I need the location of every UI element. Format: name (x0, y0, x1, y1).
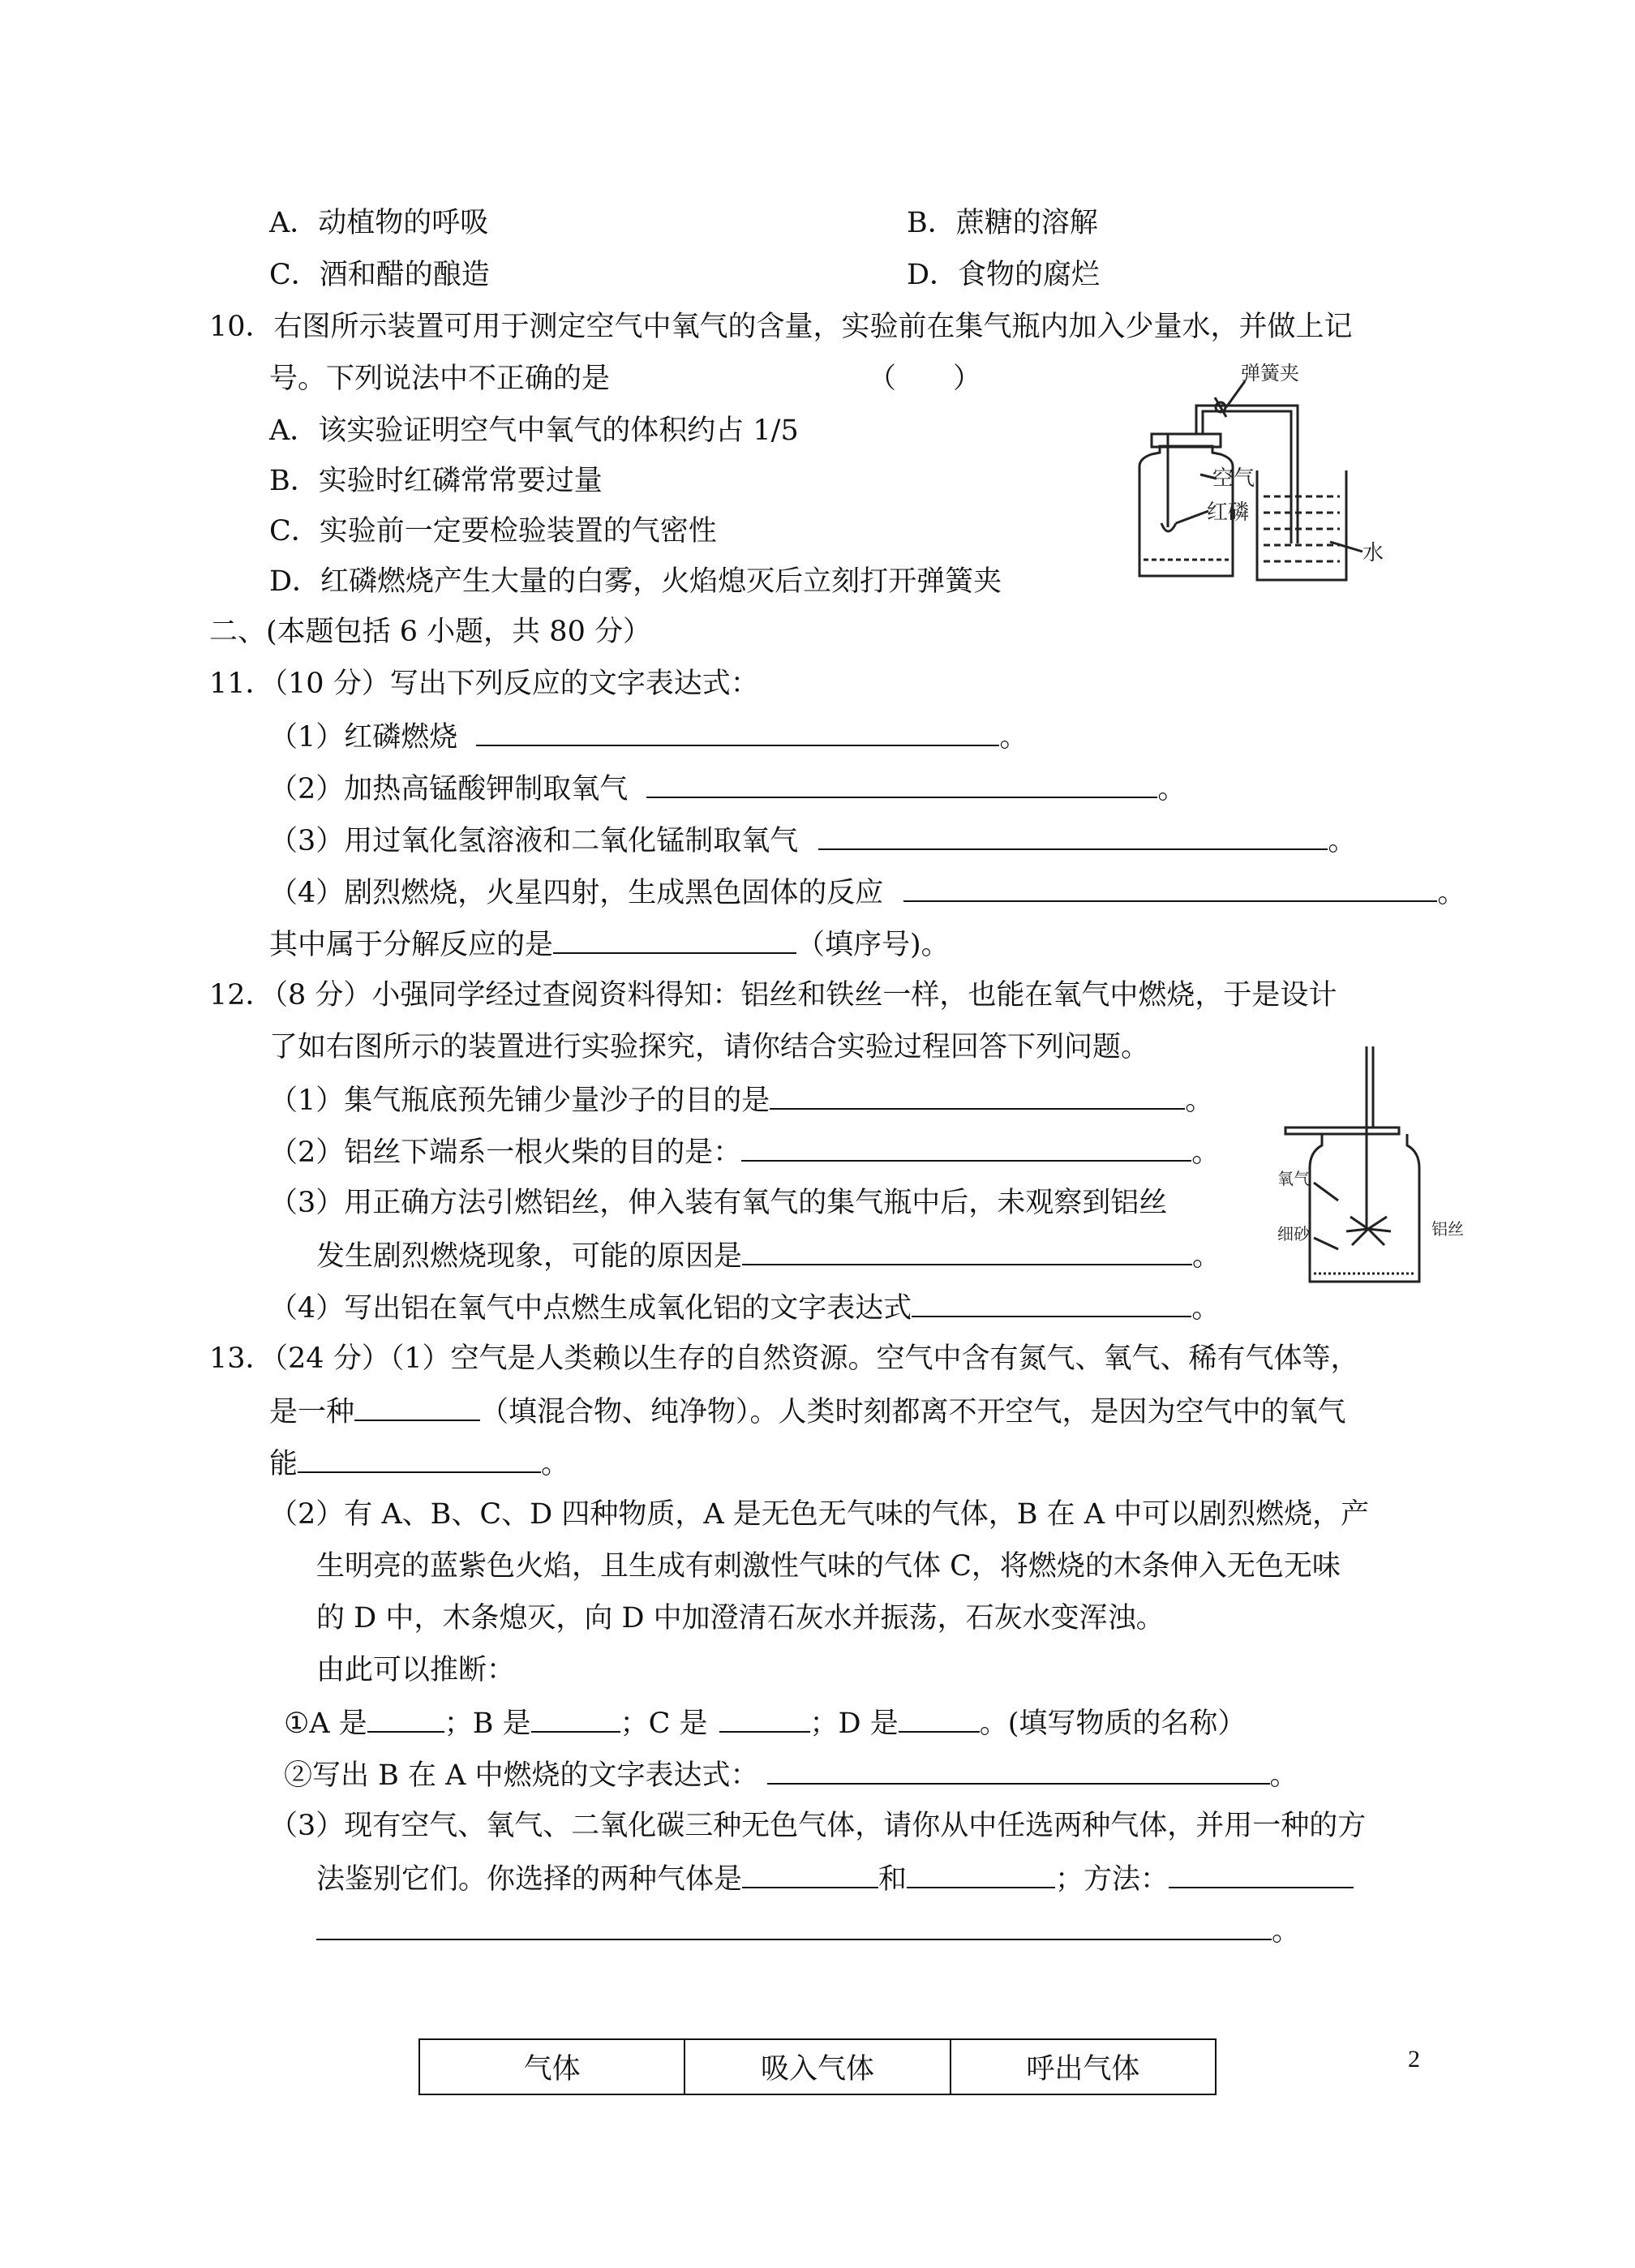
q9-option-b: B．蔗糖的溶解 (907, 207, 1098, 239)
q13-a-prefix: ①A 是 (284, 1707, 367, 1740)
q13-stem-line1: 13．（24 分）（1）空气是人类赖以生存的自然资源。空气中含有氮气、氧气、稀有气体等， (209, 1342, 1359, 1375)
q13-stem-line3-end: 。 (541, 1448, 570, 1480)
q13-stem-line2-prefix: 是一种 (269, 1396, 355, 1428)
q13-oxygen-function-blank[interactable] (298, 1444, 541, 1473)
q11-item-1 (269, 717, 1028, 756)
q13-c-prefix: ；C 是 (620, 1707, 708, 1740)
q13-part2-line3: 的 D 中，木条熄灭，向 D 中加澄清石灰水并振荡，石灰水变浑浊。 (316, 1602, 1165, 1634)
q13-a-blank[interactable] (367, 1703, 444, 1733)
figure-label-aluminium-wire: 铝丝 (1431, 1219, 1464, 1239)
q13-stem-line3-prefix: 能 (269, 1448, 298, 1480)
q10-option-d: D．红磷燃烧产生大量的白雾，火焰熄灭后立刻打开弹簧夹 (269, 565, 1002, 598)
figure-label-water: 水 (1362, 541, 1384, 565)
q13-equation-prefix: ②写出 B 在 A 中燃烧的文字表达式： (284, 1759, 759, 1792)
q12-item-3b-end: 。 (1192, 1240, 1221, 1273)
q11-item-3-end: 。 (1328, 825, 1357, 857)
q11-item-3 (269, 821, 1356, 860)
q13-gas-1-blank[interactable] (742, 1859, 878, 1888)
q13-b-blank[interactable] (531, 1703, 620, 1733)
page-number: 2 (1408, 2046, 1420, 2073)
q13-part3-line1: （3）现有空气、氧气、二氧化碳三种无色气体，请你从中任选两种气体，并用一种的方 (269, 1810, 1367, 1842)
figure-label-air: 空气 (1212, 466, 1255, 491)
q10-stem-line1: 10．右图所示装置可用于测定空气中氧气的含量，实验前在集气瓶内加入少量水，并做上记 (209, 311, 1353, 343)
q13-stem-line3 (269, 1444, 569, 1483)
q13-equation-blank[interactable] (767, 1755, 1270, 1785)
q13-part2-line4: 由此可以推断： (316, 1654, 516, 1686)
q13-part3-end: 。 (1272, 1915, 1301, 1948)
q11-item-2-text: （2）加热高锰酸钾制取氧气 (269, 773, 629, 805)
q13-part3-gases-prefix: 法鉴别它们。你选择的两种气体是 (316, 1863, 743, 1896)
q10-answer-paren: （ ） (868, 363, 982, 395)
table-header-row (419, 2039, 1216, 2094)
figure-label-fine-sand: 细砂 (1277, 1224, 1310, 1244)
gas-comparison-table (418, 2038, 1217, 2095)
q9-option-d: D．食物的腐烂 (907, 259, 1101, 291)
aluminium-combustion-jar-figure (1277, 1046, 1472, 1298)
q13-c-blank[interactable] (719, 1703, 810, 1733)
q13-part3-and: 和 (878, 1863, 908, 1896)
q10-option-b: B．实验时红磷常常要过量 (269, 465, 603, 497)
q13-d-prefix: ；D 是 (809, 1707, 899, 1740)
q10-option-a: A．该实验证明空气中氧气的体积约占 1/5 (269, 415, 799, 447)
q12-item-2 (269, 1132, 1220, 1171)
q11-item-4-end: 。 (1437, 877, 1466, 909)
q11-item-2-end: 。 (1157, 773, 1187, 805)
q11-decomposition-blank[interactable] (553, 925, 796, 954)
q12-item-4-text: （4）写出铝在氧气中点燃生成氧化铝的文字表达式 (269, 1292, 912, 1325)
table-header-inhaled: 吸入气体 (684, 2039, 950, 2094)
q11-decomposition-prefix: 其中属于分解反应的是 (269, 929, 554, 961)
q12-answer-blank-2[interactable] (741, 1132, 1191, 1162)
q11-answer-blank-2[interactable] (646, 769, 1157, 798)
q13-mixture-blank[interactable] (354, 1392, 480, 1421)
q11-item-2 (269, 769, 1186, 808)
q13-part3-line2 (316, 1859, 1354, 1898)
q13-abcd-suffix: 。(填写物质的名称） (979, 1707, 1247, 1740)
q12-item-3b (316, 1236, 1221, 1275)
q13-d-blank[interactable] (899, 1703, 980, 1733)
q12-item-1-end: 。 (1185, 1085, 1214, 1117)
q11-stem: 11．（10 分）写出下列反应的文字表达式： (209, 668, 759, 700)
q11-decomposition-suffix: （填序号)。 (796, 929, 950, 961)
q12-item-2-end: 。 (1191, 1136, 1221, 1169)
q13-part3-method-label: ；方法： (1055, 1863, 1169, 1896)
q12-stem-line2: 了如右图所示的装置进行实验探究，请你结合实验过程回答下列问题。 (269, 1031, 1150, 1063)
q13-stem-line2-suffix: （填混合物、纯净物）。人类时刻都离不开空气，是因为空气中的氧气 (480, 1396, 1346, 1428)
q13-b-prefix: ；B 是 (444, 1707, 531, 1740)
q13-abcd-line (284, 1703, 1246, 1742)
q11-answer-blank-4[interactable] (903, 873, 1437, 902)
table-header-exhaled: 呼出气体 (951, 2039, 1216, 2094)
q13-part3-line3 (316, 1911, 1300, 1950)
q12-answer-blank-1[interactable] (770, 1080, 1185, 1110)
q12-item-4 (269, 1288, 1220, 1327)
figure-label-oxygen: 氧气 (1277, 1169, 1310, 1188)
q12-item-1-text: （1）集气瓶底预先铺少量沙子的目的是 (269, 1085, 770, 1117)
oxygen-measurement-apparatus-figure (1119, 357, 1427, 600)
q12-item-4-end: 。 (1191, 1292, 1221, 1325)
q11-item-3-text: （3）用过氧化氢溶液和二氧化锰制取氧气 (269, 825, 799, 857)
q13-equation-line (284, 1755, 1298, 1794)
q11-item-4-text: （4）剧烈燃烧，火星四射，生成黑色固体的反应 (269, 877, 884, 909)
q12-item-1 (269, 1080, 1213, 1119)
figure-label-spring-clip: 弹簧夹 (1241, 362, 1299, 384)
q11-decomposition (269, 925, 950, 964)
q12-stem-line1: 12．（8 分）小强同学经过查阅资料得知：铝丝和铁丝一样，也能在氧气中燃烧，于是设计 (209, 979, 1337, 1012)
q11-answer-blank-3[interactable] (818, 821, 1328, 850)
q12-item-3a: （3）用正确方法引燃铝丝，伸入装有氧气的集气瓶中后，未观察到铝丝 (269, 1187, 1168, 1219)
q11-item-4 (269, 873, 1465, 912)
q13-part2-line1: （2）有 A、B、C、D 四种物质，A 是无色无气味的气体，B 在 A 中可以剧烈燃烧，产 (269, 1498, 1370, 1531)
table-header-gas: 气体 (419, 2039, 684, 2094)
q13-gas-2-blank[interactable] (907, 1859, 1055, 1888)
q10-stem-line2: 号。下列说法中不正确的是 (269, 363, 611, 395)
q11-item-1-text: （1）红磷燃烧 (269, 721, 458, 754)
q11-item-1-end: 。 (999, 721, 1028, 754)
q9-option-a: A．动植物的呼吸 (269, 207, 489, 239)
q12-answer-blank-4[interactable] (912, 1288, 1191, 1317)
q12-item-3b-text: 发生剧烈燃烧现象，可能的原因是 (316, 1240, 743, 1273)
q13-method-blank-2[interactable] (316, 1911, 1272, 1940)
q13-method-blank-1[interactable] (1169, 1859, 1354, 1888)
figure-label-red-phosphorus: 红磷 (1207, 500, 1250, 525)
q13-stem-line2 (269, 1392, 1346, 1431)
q12-answer-blank-3[interactable] (742, 1236, 1192, 1265)
q10-option-c: C．实验前一定要检验装置的气密性 (269, 515, 717, 548)
q9-option-c: C．酒和醋的酿造 (269, 259, 490, 291)
section-2-header: 二、(本题包括 6 小题，共 80 分） (209, 616, 651, 648)
q13-part2-line2: 生明亮的蓝紫色火焰，且生成有刺激性气味的气体 C，将燃烧的木条伸入无色无味 (316, 1550, 1341, 1583)
q12-item-2-text: （2）铝丝下端系一根火柴的目的是： (269, 1136, 742, 1169)
q13-equation-end: 。 (1269, 1759, 1298, 1792)
q11-answer-blank-1[interactable] (476, 717, 999, 746)
